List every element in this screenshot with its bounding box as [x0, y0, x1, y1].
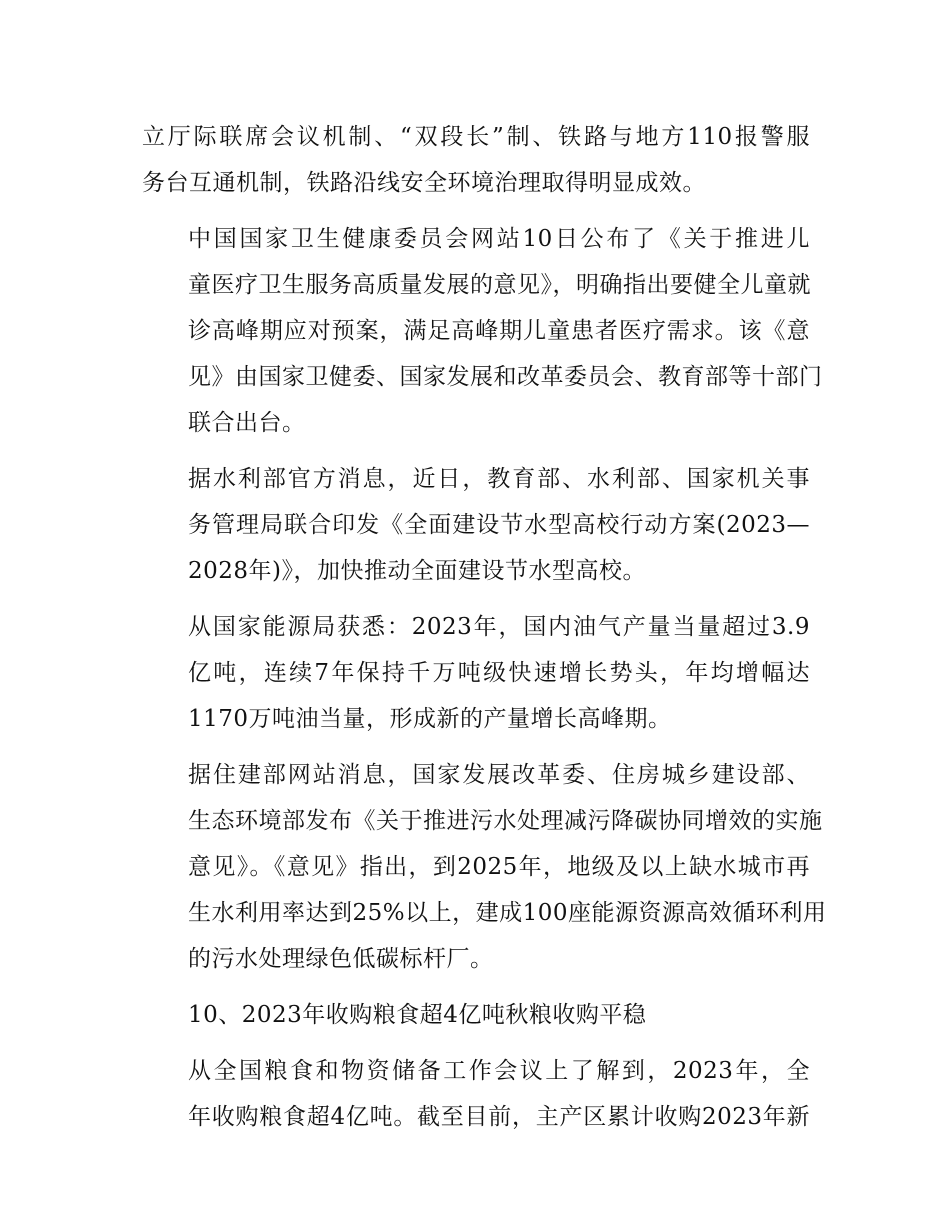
text-line: 年收购粮食超4亿吨。截至目前，主产区累计收购2023年新	[188, 1104, 810, 1130]
document-body	[142, 114, 827, 1150]
paragraph-water-saving-universities	[142, 456, 810, 594]
paragraph-child-healthcare	[142, 216, 823, 446]
section-heading-grain-purchase	[142, 992, 810, 1038]
text-line: 的污水处理绿色低碳标杆厂。	[188, 946, 494, 972]
text-line: 童医疗卫生服务高质量发展的意见》，明确指出要健全儿童就	[188, 272, 811, 298]
text-line: 务管理局联合印发《全面建设节水型高校行动方案(2023—	[188, 512, 810, 538]
text-line: 务台互通机制，铁路沿线安全环境治理取得明显成效。	[142, 170, 706, 196]
text-line: 见》由国家卫健委、国家发展和改革委员会、教育部等十部门	[188, 364, 823, 390]
text-line: 生水利用率达到25%以上，建成100座能源资源高效循环利用	[188, 900, 827, 926]
paragraph-sewage-treatment	[142, 752, 827, 982]
text-line: 联合出台。	[188, 410, 306, 436]
text-line: 据住建部网站消息，国家发展改革委、住房城乡建设部、	[188, 762, 810, 788]
text-line: 诊高峰期应对预案，满足高峰期儿童患者医疗需求。该《意	[188, 318, 810, 344]
text-line: 从国家能源局获悉：2023年，国内油气产量当量超过3.9	[188, 614, 810, 640]
text-line: 立厅际联席会议机制、“双段长”制、铁路与地方110报警服	[142, 124, 810, 150]
paragraph-railway-safety	[142, 114, 810, 206]
paragraph-oil-gas-output	[142, 604, 810, 742]
text-line: 意见》。《意见》指出，到2025年，地级及以上缺水城市再	[188, 854, 810, 880]
paragraph-grain-purchase	[142, 1048, 810, 1140]
text-line: 中国国家卫生健康委员会网站10日公布了《关于推进儿	[188, 226, 810, 252]
text-line: 生态环境部发布《关于推进污水处理减污降碳协同增效的实施	[188, 808, 823, 834]
text-line: 10、2023年收购粮食超4亿吨秋粮收购平稳	[188, 1002, 647, 1028]
text-line: 1170万吨油当量，形成新的产量增长高峰期。	[188, 706, 672, 732]
text-line: 2028年)》，加快推动全面建设节水型高校。	[188, 558, 647, 584]
text-line: 据水利部官方消息，近日，教育部、水利部、国家机关事	[188, 466, 810, 492]
text-line: 从全国粮食和物资储备工作会议上了解到，2023年，全	[188, 1058, 810, 1084]
text-line: 亿吨，连续7年保持千万吨级快速增长势头，年均增幅达	[188, 660, 810, 686]
